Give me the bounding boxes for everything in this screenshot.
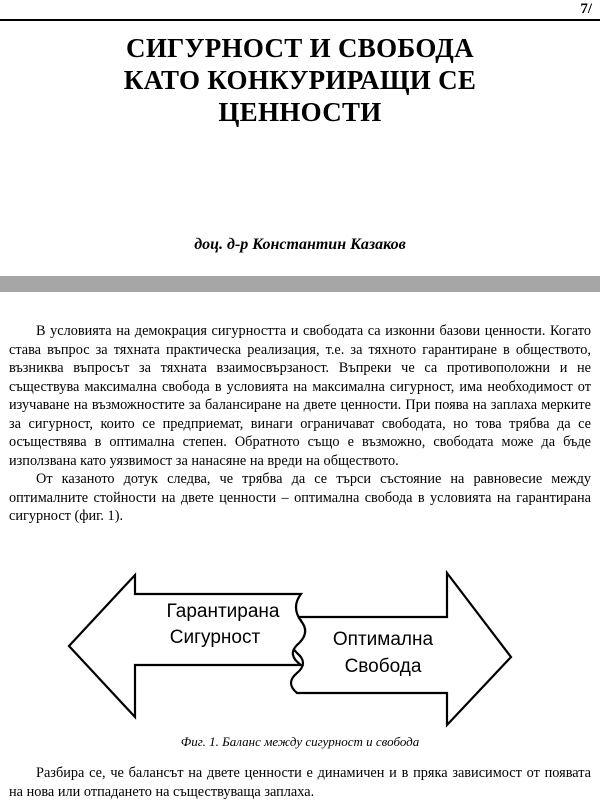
left-arrow-label-1: Гарантирана (166, 601, 280, 622)
title-line: СИГУРНОСТ И СВОБОДА (126, 33, 474, 63)
title-line: ЦЕННОСТИ (218, 97, 382, 127)
author-line: доц. д-р Константин Казаков (194, 236, 406, 253)
header-rule (0, 19, 600, 21)
article-title (60, 32, 540, 128)
body-text (9, 322, 591, 526)
paragraph: Разбира се, че балансът на двете ценности е динамичен и в пряка зависимост от появата на нова или отпадането на съществуваща заплаха. (9, 765, 591, 800)
paragraph: От казаното дотук следва, че трябва да се търси състояние на равновесие между оптималните стойности на двете ценности – оптимална свобода в условията на гарантирана сигурност (фиг. 1). (9, 471, 591, 524)
figure-svg (65, 565, 515, 730)
page-number: 7/ (580, 1, 592, 17)
right-arrow-label-2: Свобода (344, 656, 422, 677)
right-arrow-label-1: Оптимална (332, 629, 434, 650)
figure-caption: Фиг. 1. Баланс между сигурност и свобода (180, 734, 420, 749)
separator-band (0, 276, 600, 292)
title-line: КАТО КОНКУРИРАЩИ СЕ (123, 65, 477, 95)
paragraph: В условията на демокрация сигурността и свободата са изконни базови ценности. Когато става въпрос за тяхната практическа реализация, т.е. за тяхното гарантиране в обществото, възниква въпросът за тяхната взаимосвързаност. Въпреки че са противоположни и не съществува максимална свобода в условията на максимална сигурност, има необходимост от изучаване на възможностите за балансиране на двете ценности. При поява на заплаха мерките за сигурност, които се предприемат, винаги ограничават свободата, но това трябва да се осъществява в оптимална степен. Обратното също е възможно, свободата може да бъде използвана като уязвимост за нанасяне на вреди на обществото. (9, 323, 591, 469)
closing-text (9, 764, 591, 801)
balance-figure (65, 565, 515, 730)
left-arrow-label-2: Сигурност (169, 627, 261, 648)
